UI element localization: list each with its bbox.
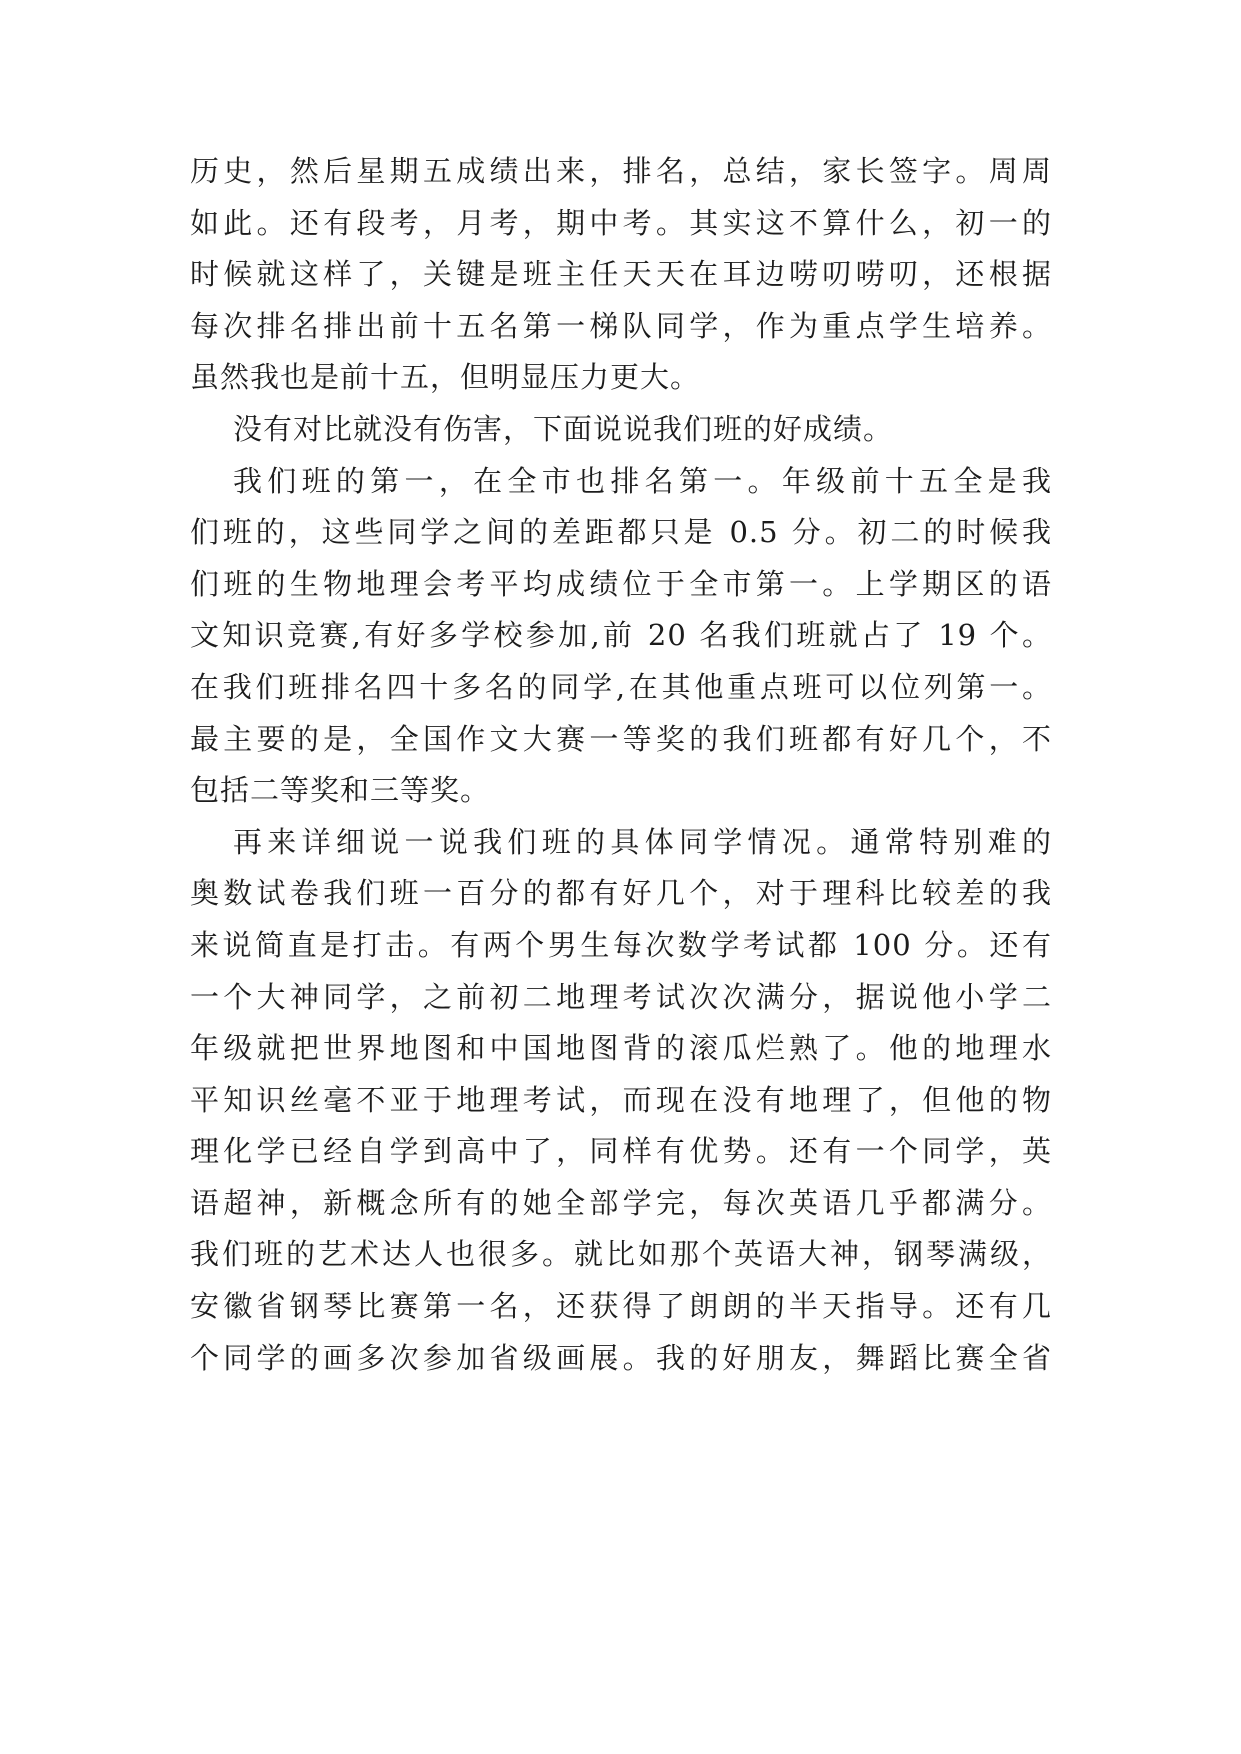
text-line: 语超神，新概念所有的她全部学完，每次英语几乎都满分。 xyxy=(190,1185,1052,1220)
text-line: 时候就这样了，关键是班主任天天在耳边唠叨唠叨，还根据 xyxy=(190,257,1052,292)
text-line: 包括二等奖和三等奖。 xyxy=(190,773,491,808)
text-line: 如此。还有段考，月考，期中考。其实这不算什么，初一的 xyxy=(190,205,1052,240)
paragraph xyxy=(190,146,1052,404)
text-line: 个同学的画多次参加省级画展。我的好朋友，舞蹈比赛全省 xyxy=(190,1340,1052,1375)
text-line: 安徽省钢琴比赛第一名，还获得了朗朗的半天指导。还有几 xyxy=(190,1289,1052,1324)
text-line: 们班的，这些同学之间的差距都只是 0.5 分。初二的时候我 xyxy=(190,515,1052,550)
body-text xyxy=(190,146,1052,1384)
text-line: 来说简直是打击。有两个男生每次数学考试都 100 分。还有 xyxy=(190,927,1052,962)
text-line: 历史，然后星期五成绩出来，排名，总结，家长签字。周周 xyxy=(190,154,1052,188)
text-line: 平知识丝毫不亚于地理考试，而现在没有地理了，但他的物 xyxy=(190,1082,1052,1117)
text-line: 每次排名排出前十五名第一梯队同学，作为重点学生培养。 xyxy=(190,308,1052,343)
text-line: 我们班的第一，在全市也排名第一。年级前十五全是我 xyxy=(233,463,1052,498)
text-line: 奥数试卷我们班一百分的都有好几个，对于理科比较差的我 xyxy=(190,876,1052,911)
text-line: 没有对比就没有伤害，下面说说我们班的好成绩。 xyxy=(233,411,894,446)
text-line: 文知识竞赛,有好多学校参加,前 20 名我们班就占了 19 个。 xyxy=(190,618,1052,653)
text-line: 我们班的艺术达人也很多。就比如那个英语大神，钢琴满级， xyxy=(190,1237,1052,1272)
text-line: 再来详细说一说我们班的具体同学情况。通常特别难的 xyxy=(233,824,1052,859)
paragraph xyxy=(190,817,1052,1385)
text-line: 虽然我也是前十五，但明显压力更大。 xyxy=(190,360,701,395)
text-line: 年级就把世界地图和中国地图背的滚瓜烂熟了。他的地理水 xyxy=(190,1031,1052,1066)
paragraph xyxy=(190,456,1052,817)
paragraph xyxy=(190,404,1052,456)
text-line: 理化学已经自学到高中了，同样有优势。还有一个同学，英 xyxy=(190,1134,1052,1169)
text-line: 在我们班排名四十多名的同学,在其他重点班可以位列第一。 xyxy=(190,669,1052,704)
text-line: 最主要的是，全国作文大赛一等奖的我们班都有好几个，不 xyxy=(190,721,1052,756)
text-line: 一个大神同学，之前初二地理考试次次满分，据说他小学二 xyxy=(190,979,1052,1014)
text-line: 们班的生物地理会考平均成绩位于全市第一。上学期区的语 xyxy=(190,566,1052,601)
